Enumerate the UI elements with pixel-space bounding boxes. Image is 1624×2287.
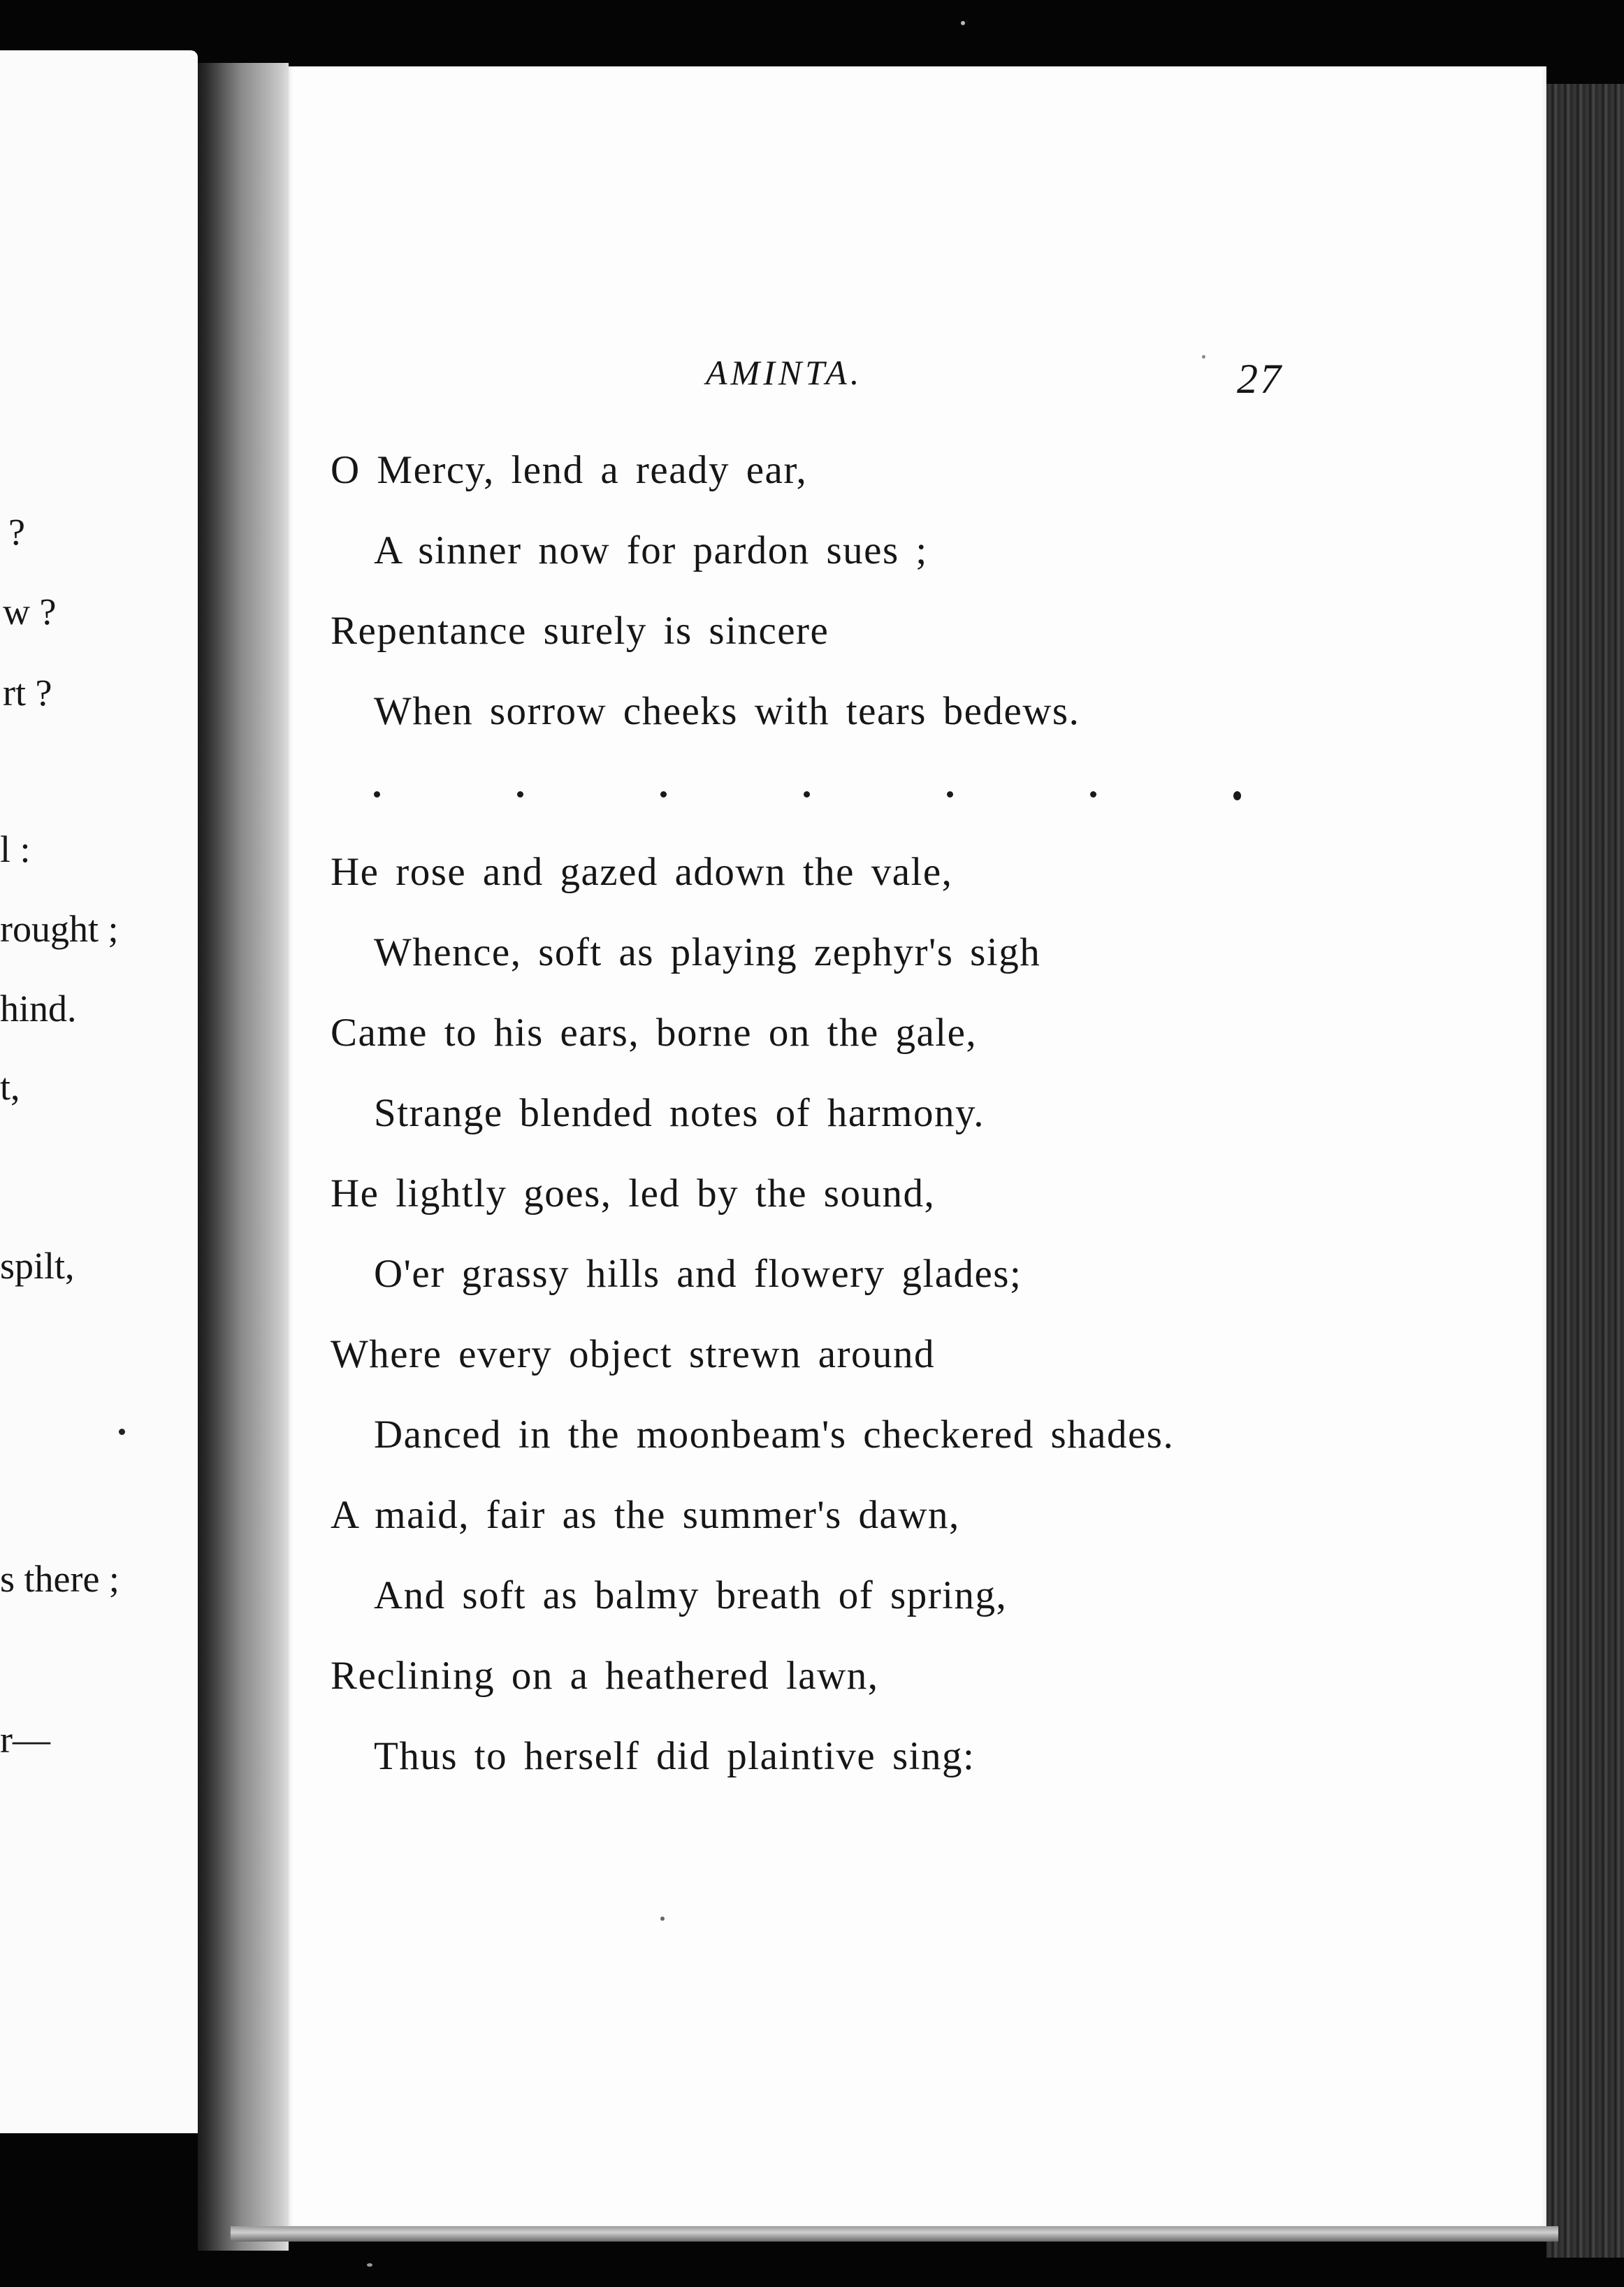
print-speck <box>367 2263 372 2267</box>
left-page-fragment: spilt, <box>0 1245 75 1287</box>
verse-line: Where every object strewn around <box>331 1332 935 1376</box>
print-speck <box>660 1917 665 1921</box>
ellipsis-dot <box>660 791 667 798</box>
print-speck <box>119 1429 125 1435</box>
verse-line: O Mercy, lend a ready ear, <box>331 448 808 492</box>
left-page-fragment: rought ; <box>0 908 119 950</box>
left-page-fragment: hind. <box>0 988 77 1030</box>
ellipsis-dot <box>947 791 953 798</box>
verse-line: Danced in the moonbeam's checkered shades. <box>374 1413 1175 1457</box>
verse-line: Reclining on a heathered lawn, <box>331 1654 879 1698</box>
verse-line: A sinner now for pardon sues ; <box>374 528 928 572</box>
page-27 <box>289 66 1546 2233</box>
book-fore-edge <box>1546 84 1624 2258</box>
verse-line: He lightly goes, led by the sound, <box>331 1171 936 1215</box>
left-page-fragment: ? <box>8 511 25 553</box>
verse-line: And soft as balmy breath of spring, <box>374 1573 1008 1617</box>
book-bottom-edge <box>231 2226 1558 2242</box>
verse-line: O'er grassy hills and flowery glades; <box>374 1252 1022 1296</box>
ellipsis-dot <box>517 791 523 798</box>
print-speck <box>961 21 965 25</box>
verse-line: When sorrow cheeks with tears bedews. <box>374 689 1080 733</box>
book-gutter-shadow <box>198 63 289 2251</box>
facing-page-left <box>0 50 198 2133</box>
verse-line: A maid, fair as the summer's dawn, <box>331 1493 960 1537</box>
ellipsis-dot <box>1233 791 1241 800</box>
print-speck <box>1202 355 1205 359</box>
verse-line: He rose and gazed adown the vale, <box>331 850 953 894</box>
left-page-fragment: t, <box>0 1066 20 1108</box>
left-page-fragment: w ? <box>3 591 57 633</box>
omission-dots <box>374 781 1240 809</box>
left-page-fragment: rt ? <box>3 672 52 714</box>
running-head: AMINTA. <box>706 353 863 392</box>
verse-line: Came to his ears, borne on the gale, <box>331 1011 978 1055</box>
page-number: 27 <box>1237 356 1283 402</box>
ellipsis-dot <box>804 791 810 798</box>
verse-line: Whence, soft as playing zephyr's sigh <box>374 930 1041 974</box>
ellipsis-dot <box>374 791 380 798</box>
verse-line: Repentance surely is sincere <box>331 609 829 653</box>
verse-line: Thus to herself did plaintive sing: <box>374 1734 976 1778</box>
left-page-fragment: s there ; <box>0 1558 119 1600</box>
ellipsis-dot <box>1090 791 1096 798</box>
verse-line: Strange blended notes of harmony. <box>374 1091 985 1135</box>
left-page-fragment: r— <box>0 1719 50 1761</box>
left-page-fragment: l : <box>0 828 31 870</box>
